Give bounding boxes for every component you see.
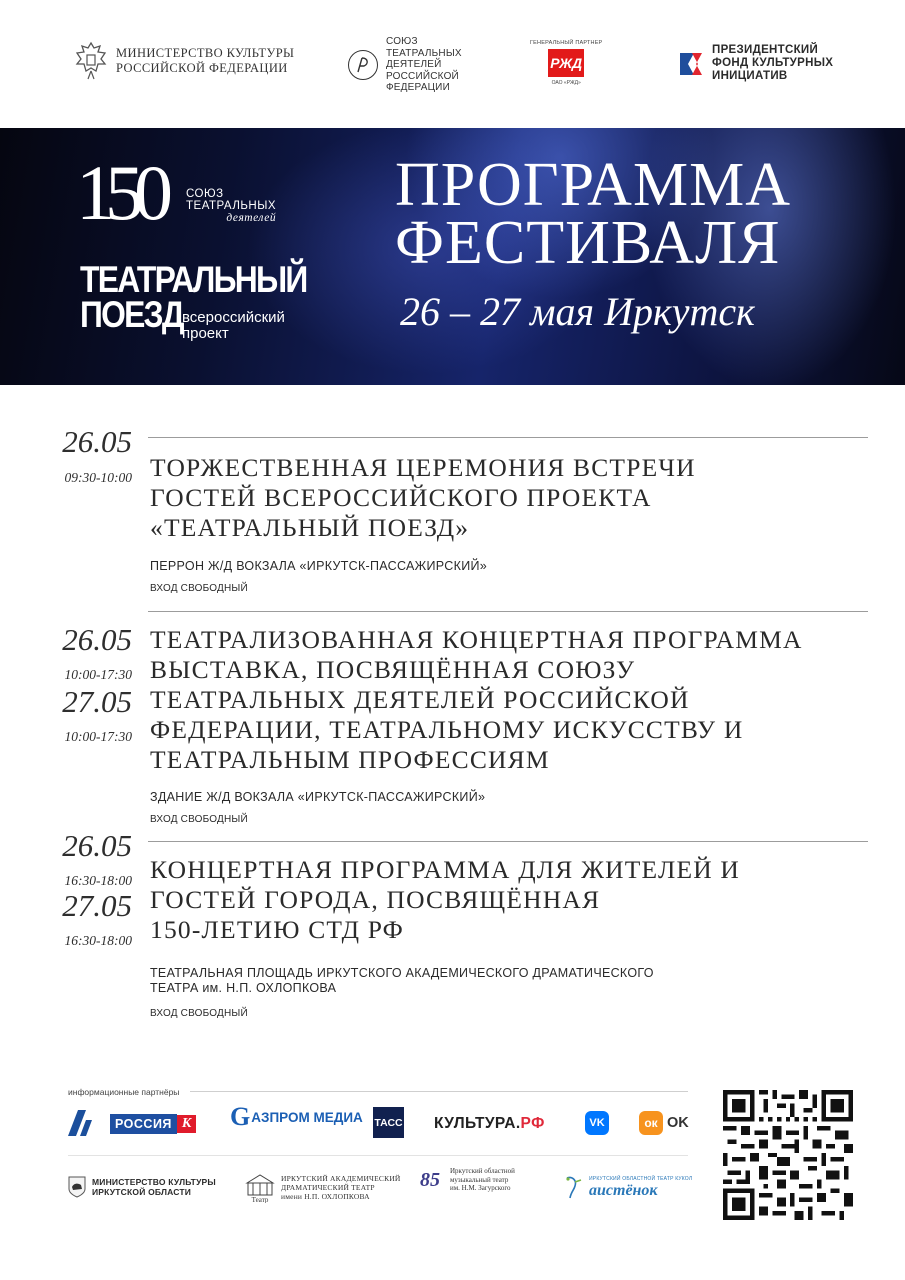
theatre-building-icon: [243, 1171, 277, 1203]
mus-line: музыкальный театр: [450, 1175, 509, 1184]
train-line-2: ПОЕЗД: [80, 294, 183, 335]
std-rf-logo: [348, 36, 462, 94]
event-place-line: ТЕАТРАЛЬНАЯ ПЛОЩАДЬ ИРКУТСКОГО АКАДЕМИЧЕСКОГО ДРАМАТИЧЕСКОГО: [150, 966, 654, 980]
stork-icon: [563, 1174, 583, 1200]
ohl-line: ИРКУТСКИЙ АКАДЕМИЧЕСКИЙ: [281, 1173, 401, 1183]
russia-k-mark: К: [177, 1115, 197, 1133]
event-separator: [148, 841, 868, 842]
std-line: СОЮЗ: [386, 36, 418, 47]
minkult-line-2: РОССИЙСКОЙ ФЕДЕРАЦИИ: [116, 61, 288, 75]
event-separator: [148, 437, 868, 438]
event-1-date: 26.05: [62, 424, 132, 459]
train-side-1: всероссийский: [182, 309, 285, 326]
event-3-date-2: 27.05: [62, 888, 132, 923]
aistyonok-caption: ИРКУТСКИЙ ОБЛАСТНОЙ ТЕАТР КУКОЛ: [589, 1175, 693, 1182]
rzd-logo: [530, 40, 602, 86]
train-side-2: проект: [182, 325, 229, 342]
train-subtitle: [182, 310, 285, 342]
musical-theatre-85: 85: [420, 1168, 440, 1191]
event-2-time-1: 10:00-17:30: [64, 667, 132, 682]
event-3-time-2: 16:30-18:00: [64, 933, 132, 948]
event-1-time: 09:30-10:00: [64, 470, 132, 485]
aistyonok-name: аистёнок: [589, 1181, 658, 1199]
russia-k-logo: [110, 1114, 196, 1134]
rzd-sub: ОАО «РЖД»: [551, 80, 581, 86]
pfki-line: ИНИЦИАТИВ: [712, 70, 788, 82]
event-2-place: ЗДАНИЕ Ж/Д ВОКЗАЛА «ИРКУТСК-ПАССАЖИРСКИЙ»: [150, 790, 486, 804]
irk-line: ИРКУТСКОЙ ОБЛАСТИ: [92, 1187, 192, 1197]
irkutsk-coat-of-arms-icon: [68, 1176, 86, 1198]
event-title-line: ТЕАТРАЛЬНЫМ ПРОФЕССИЯМ: [150, 745, 550, 774]
tass-logo: ТАСС: [373, 1107, 404, 1138]
std-monogram-icon: [348, 50, 378, 80]
union-line-2: ТЕАТРАЛЬНЫХ: [186, 200, 277, 212]
event-place-line: ТЕАТРА им. Н.П. ОХЛОПКОВА: [150, 981, 337, 995]
pfki-logo: [678, 44, 833, 83]
event-2-date-2: 27.05: [62, 684, 132, 719]
mus-line: Иркутский областной: [450, 1167, 515, 1175]
rzd-caption: ГЕНЕРАЛЬНЫЙ ПАРТНЕР: [530, 40, 603, 46]
partners-divider: [68, 1155, 688, 1156]
info-partners-line: [190, 1091, 688, 1092]
gazprom-media-logo: [230, 1102, 363, 1132]
gazprom-media-text: АЗПРОМ МЕДИА: [251, 1109, 363, 1125]
union-caption: [186, 188, 276, 224]
rzd-mark: РЖД: [548, 49, 584, 77]
festival-banner: [0, 128, 905, 385]
pfki-line: ФОНД КУЛЬТУРНЫХ: [712, 57, 834, 69]
event-title-line: ГОСТЕЙ ВСЕРОССИЙСКОГО ПРОЕКТА: [150, 483, 652, 512]
minkult-irkutsk-logo: [68, 1176, 216, 1198]
musical-theatre-logo: [420, 1167, 515, 1193]
minkult-line-1: МИНИСТЕРСТВО КУЛЬТУРЫ: [116, 46, 295, 60]
channel-one-logo-icon: [64, 1106, 98, 1140]
event-title-line: «ТЕАТРАЛЬНЫЙ ПОЕЗД»: [150, 513, 470, 542]
train-line-1: ТЕАТРАЛЬНЫЙ: [80, 259, 307, 300]
event-3-entry: ВХОД СВОБОДНЫЙ: [150, 1008, 248, 1019]
vk-logo-icon: VK: [585, 1111, 609, 1135]
ok-logo: [639, 1111, 689, 1135]
irk-line: МИНИСТЕРСТВО КУЛЬТУРЫ: [92, 1177, 216, 1187]
union-line-3: деятелей: [226, 212, 277, 224]
event-title-line: ФЕДЕРАЦИИ, ТЕАТРАЛЬНОМУ ИСКУССТВУ И: [150, 715, 744, 744]
event-3-date-1: 26.05: [62, 828, 132, 863]
std-line: РОССИЙСКОЙ: [386, 70, 459, 82]
okhlopkov-theatre-logo: [243, 1171, 401, 1203]
event-3-place: [150, 966, 870, 996]
pfki-flag-icon: [678, 49, 704, 79]
union-line-1: СОЮЗ: [186, 188, 224, 200]
minkult-rf-logo: [74, 40, 294, 82]
event-title-line: ТЕАТРАЛИЗОВАННАЯ КОНЦЕРТНАЯ ПРОГРАММА: [150, 625, 803, 654]
event-title-line: ГОСТЕЙ ГОРОДА, ПОСВЯЩЁННАЯ: [150, 885, 601, 914]
ohl-line: ДРАМАТИЧЕСКИЙ ТЕАТР: [281, 1182, 375, 1192]
ok-icon: ок: [639, 1111, 663, 1135]
pfki-line: ПРЕЗИДЕНТСКИЙ: [712, 44, 819, 56]
anniversary-150: 150: [76, 149, 163, 236]
std-line: ДЕЯТЕЛЕЙ: [386, 59, 442, 70]
ohl-line: имени Н.П. ОХЛОПКОВА: [281, 1191, 370, 1201]
title-line-2: ФЕСТИВАЛЯ: [395, 209, 781, 277]
page-title: [395, 151, 845, 277]
kultura-rf-logo: [434, 1115, 545, 1133]
event-separator: [148, 611, 868, 612]
event-2-time-2: 10:00-17:30: [64, 729, 132, 744]
event-2-title: [150, 625, 880, 775]
event-1-place: ПЕРРОН Ж/Д ВОКЗАЛА «ИРКУТСК-ПАССАЖИРСКИЙ»: [150, 559, 488, 573]
kultura-text: КУЛЬТУРА.: [434, 1115, 521, 1132]
event-2-entry: ВХОД СВОБОДНЫЙ: [150, 814, 248, 825]
event-title-line: ВЫСТАВКА, ПОСВЯЩЁННАЯ СОЮЗУ: [150, 655, 636, 684]
qr-code-icon: [723, 1090, 853, 1220]
ok-label: OK: [667, 1115, 689, 1131]
mus-line: им. Н.М. Загурского: [450, 1184, 511, 1192]
partner-logos-top: [0, 0, 905, 128]
russia-k-text: РОССИЯ: [110, 1114, 177, 1134]
theatre-icon-text: Театр: [251, 1196, 269, 1203]
event-title-line: 150-ЛЕТИЮ СТД РФ: [150, 915, 405, 944]
title-line-1: ПРОГРАММА: [395, 151, 791, 219]
event-title-line: КОНЦЕРТНАЯ ПРОГРАММА ДЛЯ ЖИТЕЛЕЙ И: [150, 855, 741, 884]
event-1-entry: ВХОД СВОБОДНЫЙ: [150, 583, 248, 594]
event-1-title: [150, 453, 880, 543]
event-3-time-1: 16:30-18:00: [64, 873, 132, 888]
event-title-line: ТЕАТРАЛЬНЫХ ДЕЯТЕЛЕЙ РОССИЙСКОЙ: [150, 685, 690, 714]
event-2-date-1: 26.05: [62, 622, 132, 657]
event-title-line: ТОРЖЕСТВЕННАЯ ЦЕРЕМОНИЯ ВСТРЕЧИ: [150, 453, 696, 482]
russian-eagle-emblem-icon: [74, 40, 108, 82]
info-partners-caption: информационные партнёры: [68, 1087, 180, 1097]
std-line: ТЕАТРАЛЬНЫХ: [386, 47, 462, 59]
festival-dates-city: 26 – 27 мая Иркутск: [400, 289, 755, 334]
gazprom-g-icon: G: [230, 1102, 251, 1131]
aistyonok-theatre-logo: [563, 1174, 692, 1200]
event-3-title: [150, 855, 880, 945]
kultura-rf-text: РФ: [520, 1115, 545, 1132]
std-line: ФЕДЕРАЦИИ: [386, 82, 450, 93]
